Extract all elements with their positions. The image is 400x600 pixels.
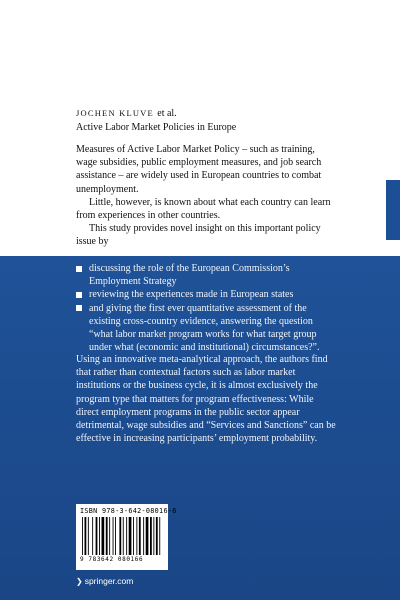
barcode-number: 9 783642 080166 [80,556,144,563]
bullet-text: discussing the role of the European Commission’s Employment Strategy [89,263,290,288]
intro-paragraph: This study provides novel insight on this important policy issue by [76,223,321,248]
book-title: Active Labor Market Policies in Europe [76,122,237,133]
publisher-link[interactable] [76,576,133,586]
barcode-icon [82,517,162,555]
author-line [76,108,177,119]
bullet-item [76,262,338,288]
isbn-label: ISBN 978-3-642-08016-6 [80,507,177,515]
bullet-text: and giving the first ever quantitative assessment of the existing cross-country evidence, answering the question “what labor market program works for what target group under what (economic and institutional) circumstances?”. [89,302,320,354]
barcode-block [76,504,177,570]
bullet-list [76,262,338,354]
intro-paragraph: Measures of Active Labor Market Policy – such as training, wage subsidies, public employment measures, and job search assistance – are widely used in European countries to combat unemployment. [76,144,322,195]
square-bullet-icon [76,292,82,298]
author-name: JOCHEN KLUVE [76,108,154,118]
chevron-right-icon: ❯ [76,577,83,586]
bullet-item [76,302,338,355]
closing-paragraph: Using an innovative meta-analytical approach, the authors find that rather than contextual factors such as labor market institutions or the business cycle, it is almost exclusively the program type that matters for program effectiveness: While direct employment programs in the public sector appear detrimental, wage subsidies and “Services and Sanctions” can be effective in increasing participants’ employment probability. [76,354,336,445]
spine-tab [386,180,400,240]
bullet-text: reviewing the experiences made in European states [89,289,294,301]
square-bullet-icon [76,266,82,272]
square-bullet-icon [76,305,82,311]
intro-paragraph: Little, however, is known about what each country can learn from experiences in other countries. [76,196,331,222]
author-suffix: et al. [157,108,177,119]
bullet-item [76,288,338,301]
publisher-link-text: springer.com [84,576,134,586]
intro-text [76,143,338,249]
